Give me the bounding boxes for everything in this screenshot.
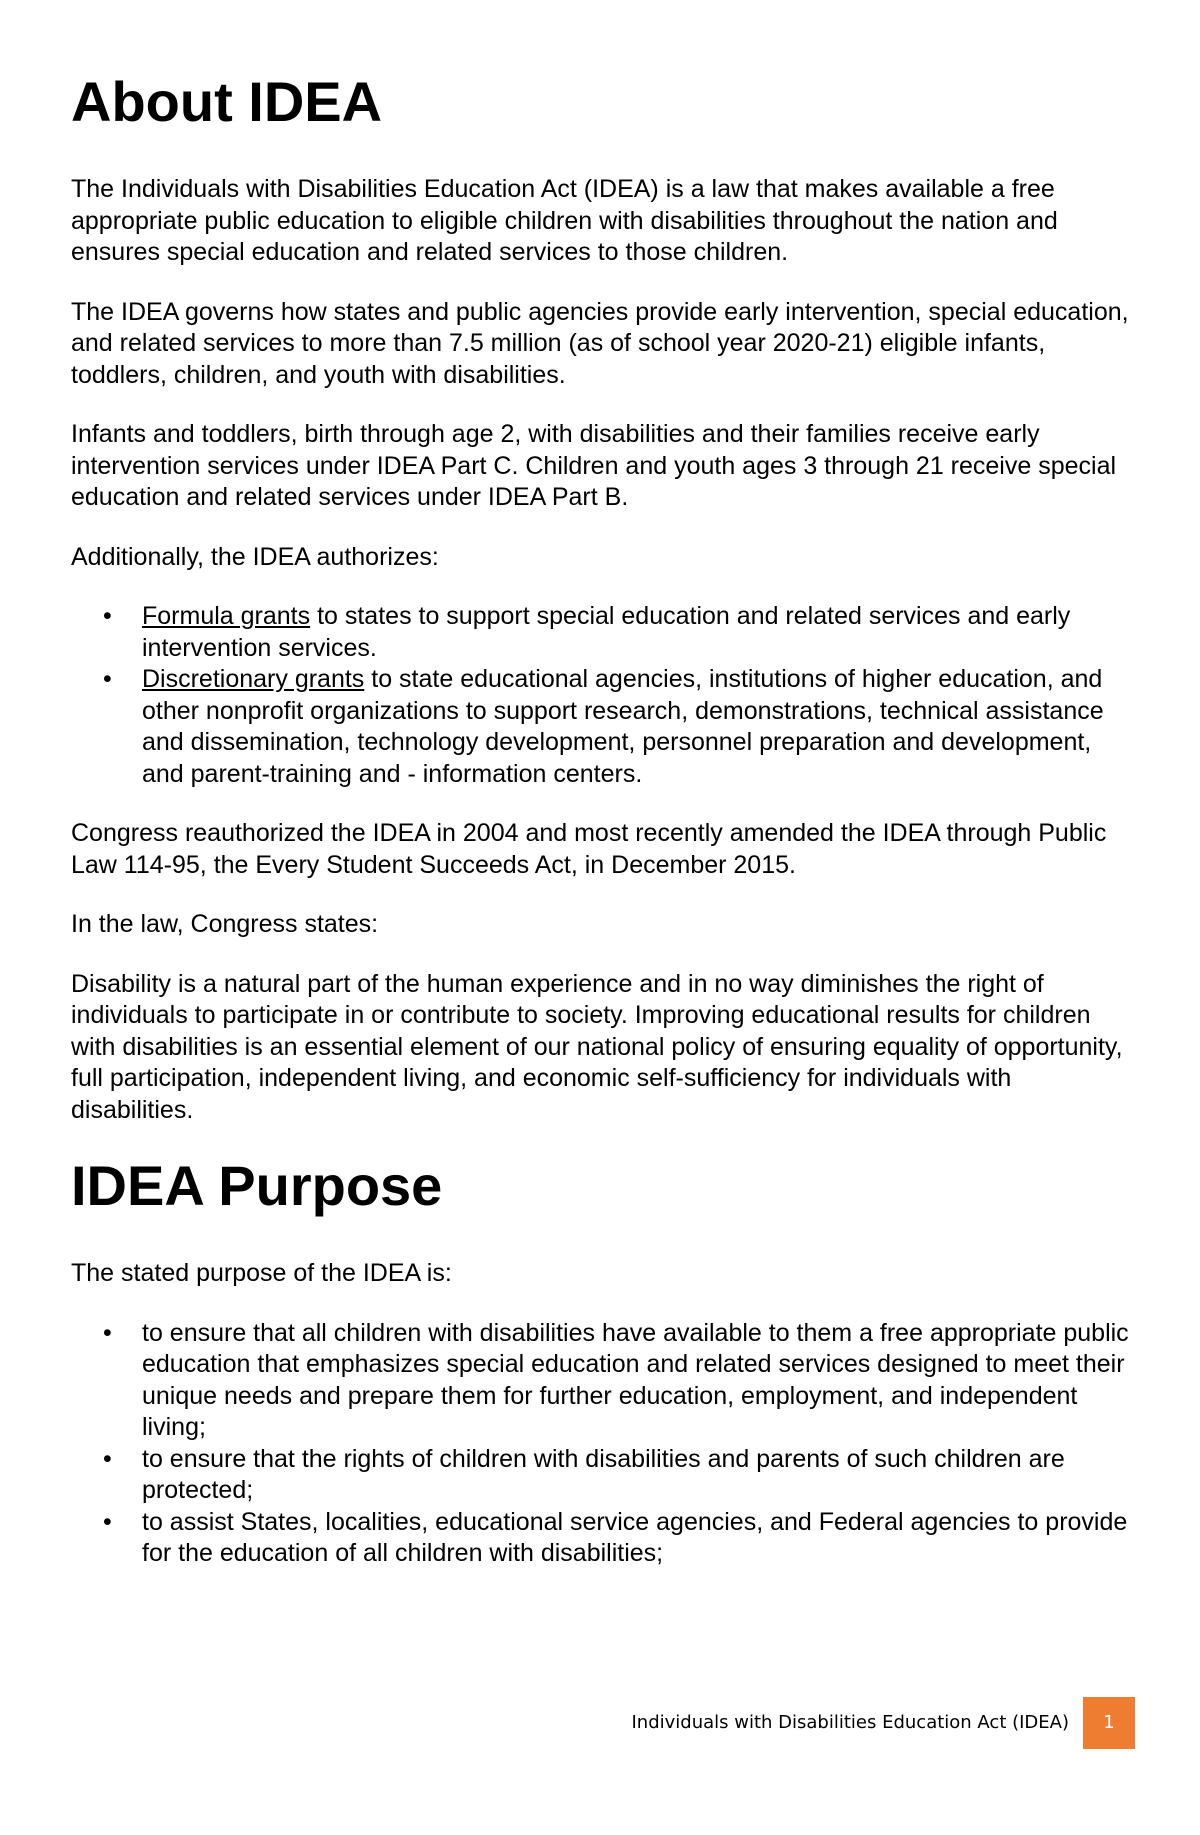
list-item-text: to assist States, localities, educational service agencies, and Federal agencies to provide for the education of all children with disabilities; <box>142 1507 1128 1567</box>
authorizes-list <box>71 601 1139 790</box>
list-item-text: to states to support special education and related services and early intervention services. <box>142 602 1071 662</box>
heading-idea-purpose: IDEA Purpose <box>71 1154 443 1217</box>
list-item <box>71 1507 1139 1570</box>
formula-grants-link[interactable]: Formula grants <box>142 602 311 630</box>
purpose-list <box>71 1318 1139 1570</box>
list-item <box>71 1318 1139 1444</box>
list-item-text: to state educational agencies, institutions of higher education, and other nonprofit organizations to support research, demonstrations, technical assistance and dissemination, technology development, personnel preparation and development, and parent-training and - information centers. <box>142 665 1104 788</box>
bullet-icon: • <box>103 602 112 630</box>
paragraph-disability-quote: Disability is a natural part of the human experience and in no way diminishes the right of individuals to participate in or contribute to society. Improving educational results for children with disabilities is an essential element of our national policy of ensuring equality of opportunity, full participation, independent living, and economic self-sufficiency for individuals with disabilities. <box>71 969 1123 1124</box>
paragraph-reauthorized: Congress reauthorized the IDEA in 2004 and most recently amended the IDEA through Public Law 114-95, the Every Student Succeeds Act, in December 2015. <box>71 819 1107 879</box>
list-item-text: to ensure that the rights of children with disabilities and parents of such children are protected; <box>142 1444 1065 1504</box>
list-item <box>71 664 1139 790</box>
list-item-text: to ensure that all children with disabilities have available to them a free appropriate public education that emphasizes special education and related services designed to meet their unique needs and prepare them for further education, employment, and independent living; <box>142 1318 1129 1441</box>
paragraph-authorizes: Additionally, the IDEA authorizes: <box>71 542 439 571</box>
paragraph-congress-states: In the law, Congress states: <box>71 910 379 938</box>
list-item <box>71 1444 1139 1507</box>
bullet-icon: • <box>103 1444 112 1473</box>
footer-title: Individuals with Disabilities Education Act (IDEA) <box>631 1712 1069 1733</box>
paragraph-idea-definition: The Individuals with Disabilities Education Act (IDEA) is a law that makes available a free appropriate public education to eligible children with disabilities throughout the nation and ensures special education and related services to those children. <box>71 175 1058 266</box>
bullet-icon: • <box>103 1507 112 1536</box>
page-number: 1 <box>1083 1697 1135 1749</box>
list-item <box>71 601 1139 664</box>
paragraph-stated-purpose: The stated purpose of the IDEA is: <box>71 1259 452 1287</box>
bullet-icon: • <box>103 1318 112 1347</box>
paragraph-parts-b-c: Infants and toddlers, birth through age 2, with disabilities and their families receive early intervention services under IDEA Part C. Children and youth ages 3 through 21 receive special education and related services under IDEA Part B. <box>71 420 1117 511</box>
paragraph-idea-governs: The IDEA governs how states and public agencies provide early intervention, special education, and related services to more than 7.5 million (as of school year 2020-21) eligible infants, toddlers, children, and youth with disabilities. <box>71 297 1129 389</box>
discretionary-grants-link[interactable]: Discretionary grants <box>142 665 365 693</box>
bullet-icon: • <box>103 665 112 693</box>
page-footer <box>560 1697 1135 1749</box>
heading-about-idea: About IDEA <box>71 70 383 133</box>
document-page <box>71 70 1139 1598</box>
